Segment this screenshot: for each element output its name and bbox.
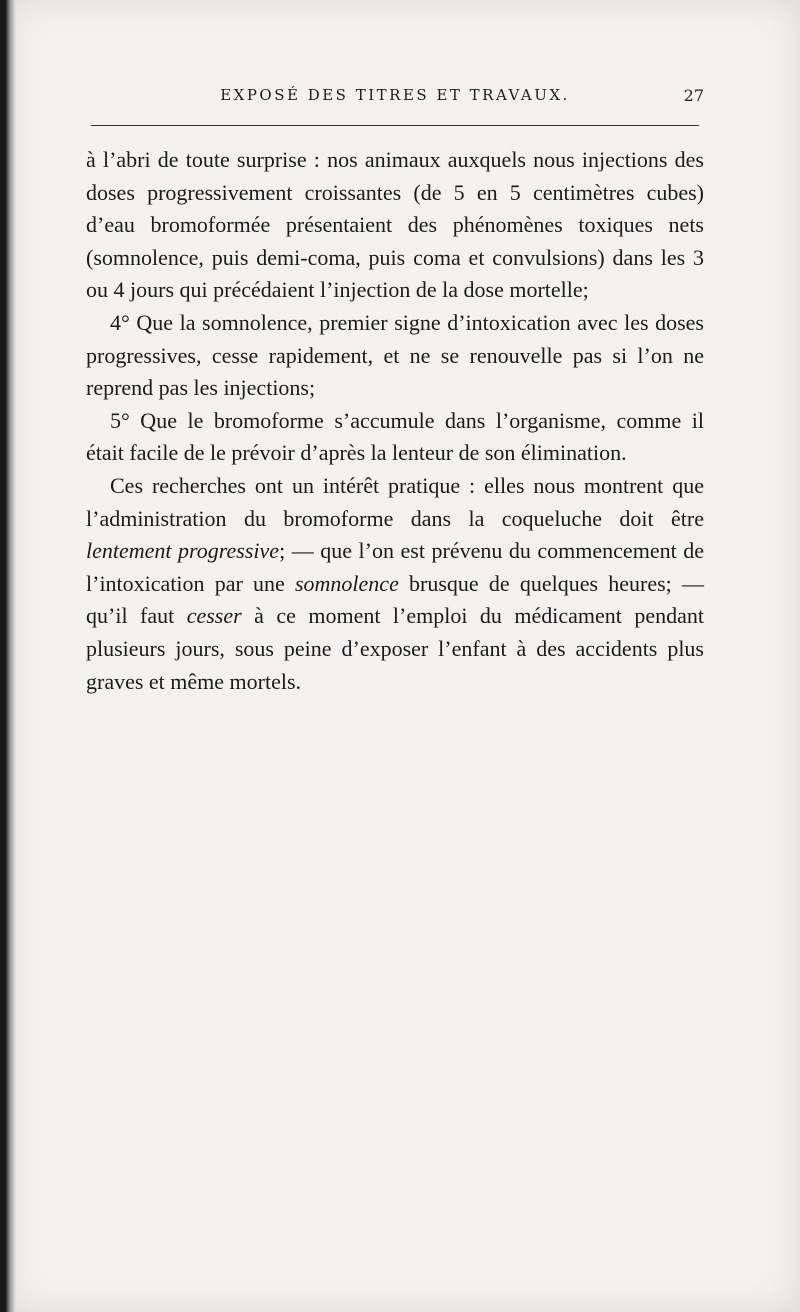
page-edge-shadow xyxy=(6,0,16,1312)
page-number: 27 xyxy=(683,86,704,105)
paragraph-4-text-b: ; — que l’on est prévenu du commencement de l’intoxication par une xyxy=(86,538,704,596)
emphasis-cesser: cesser xyxy=(186,603,242,629)
paragraph-4-text-a: Ces recherches ont un intérêt pratique : elles nous montrent que l’administration du bromoforme dans la coqueluche doit être xyxy=(86,472,704,531)
paragraph-2: 4° Que la somnolence, premier signe d’intoxication avec les doses progressives, cesse rapidement, et ne se renouvelle pas si l’on ne reprend pas les injections; xyxy=(86,309,704,401)
emphasis-lentement-progressive: lentement progressive xyxy=(86,538,280,564)
running-title: EXPOSÉ DES TITRES ET TRAVAUX. xyxy=(220,86,570,104)
paragraph-4-text-d: à ce moment l’emploi du médicament pendant plusieurs jours, sous peine d’exposer l’enfant à des accidents plus graves et même mortels. xyxy=(86,603,704,694)
document-page xyxy=(6,0,800,1312)
body-text xyxy=(86,144,704,698)
paragraph-4-text-c: brusque de quelques heures; — qu’il faut xyxy=(86,570,704,629)
paragraph-1: à l’abri de toute surprise : nos animaux auxquels nous injections des doses progressivement croissantes (de 5 en 5 centimètres cubes) d’eau bromoformée présentaient des phénomènes toxiques nets (somnolence, puis demi-coma, puis coma et convulsions) dans les 3 ou 4 jours qui précédaient l’injection de la dose mortelle; xyxy=(86,147,704,303)
emphasis-somnolence: somnolence xyxy=(294,570,399,596)
paragraph-3: 5° Que le bromoforme s’accumule dans l’organisme, comme il était facile de le prévoir d’après la lenteur de son élimination. xyxy=(86,407,704,466)
header-rule xyxy=(91,125,699,126)
paragraph-4 xyxy=(86,470,704,698)
page-header xyxy=(86,84,704,110)
